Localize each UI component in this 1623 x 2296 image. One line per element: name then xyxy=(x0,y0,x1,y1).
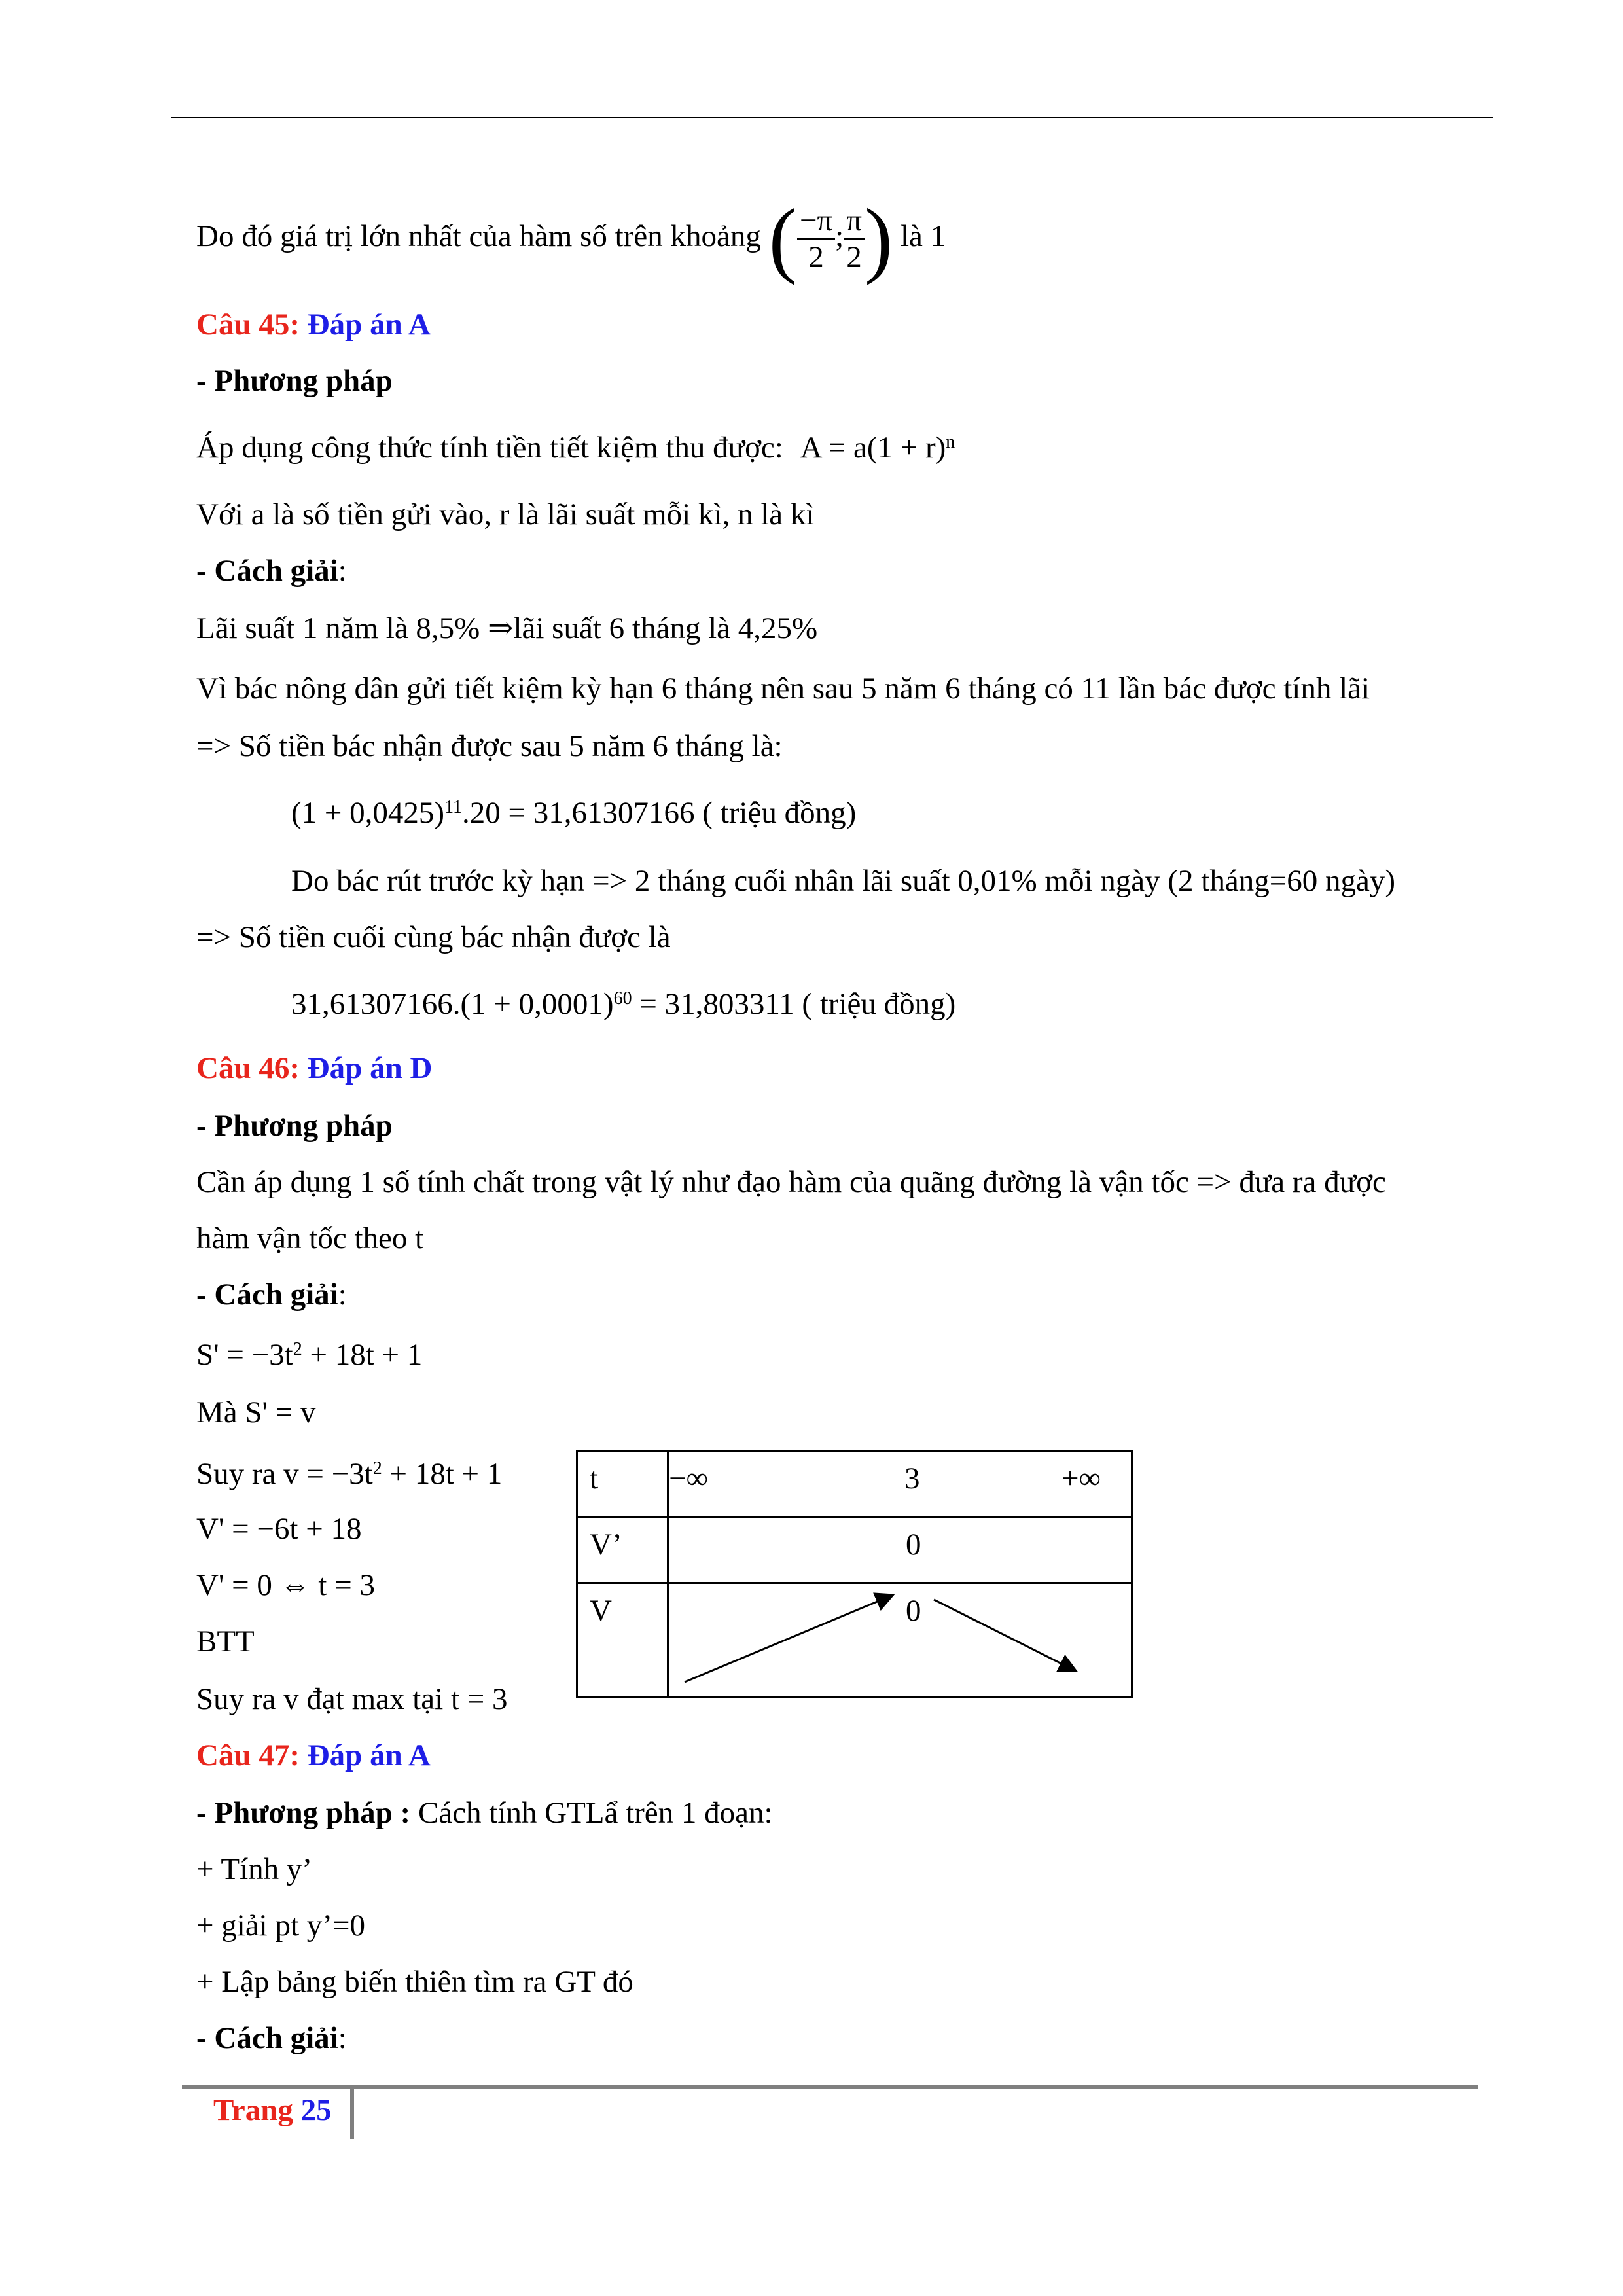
t-critical: 3 xyxy=(904,1462,920,1496)
q46-s7: Suy ra v đạt max tại t = 3 xyxy=(196,1682,508,1716)
paren-close: ) xyxy=(864,192,893,286)
cell-v-values xyxy=(668,1583,1132,1697)
q45-line4: Do bác rút trước kỳ hạn => 2 tháng cuối nhân lãi suất 0,01% mỗi ngày (2 tháng=60 ngày) xyxy=(291,864,1395,898)
row-v xyxy=(577,1583,1132,1697)
footer-label: Trang xyxy=(213,2093,293,2127)
intro-line xyxy=(196,192,946,286)
cell-vp-values xyxy=(668,1517,1132,1583)
vp-zero: 0 xyxy=(906,1528,921,1562)
cell-vp-label: V’ xyxy=(577,1517,668,1583)
q45-solution-heading: - Cách giải: xyxy=(196,554,347,588)
q45-line3: => Số tiền bác nhận được sau 5 năm 6 tháng là: xyxy=(196,729,783,763)
row-t xyxy=(577,1451,1132,1517)
q46-method-line2: hàm vận tốc theo t xyxy=(196,1221,424,1255)
decreasing-arrow xyxy=(934,1600,1075,1670)
paren-open: ( xyxy=(768,192,797,286)
q46-s6: BTT xyxy=(196,1624,255,1659)
q46-method-heading: - Phương pháp xyxy=(196,1109,393,1143)
q46-s3: Suy ra $v = -3t^2 + 18t + 1$ xyxy=(196,1457,503,1491)
variation-arrows xyxy=(669,1584,1131,1698)
q46-label: Câu 46: xyxy=(196,1051,300,1085)
q45-line2: Vì bác nông dân gửi tiết kiệm kỳ hạn 6 tháng nên sau 5 năm 6 tháng có 11 lần bác được tính lãi xyxy=(196,672,1370,706)
q45-line1: Lãi suất 1 năm là 8,5% ⇒lãi suất 6 tháng là 4,25% xyxy=(196,611,818,645)
fraction-right: $\frac{\pi}{2}$ xyxy=(844,203,865,275)
q46-answer: Đáp án D xyxy=(307,1051,433,1085)
page-footer xyxy=(213,2090,332,2130)
q46-s1: $S' = -3t^2 + 18t + 1$ xyxy=(196,1338,423,1372)
q47-step2: + giải pt y’=0 xyxy=(196,1909,365,1943)
q45-heading xyxy=(196,305,431,344)
cell-v-label: V xyxy=(577,1583,668,1697)
q46-s4: V' = −6t + 18 xyxy=(196,1512,362,1546)
row-v-prime xyxy=(577,1517,1132,1583)
q45-calc1: $(1 + 0,0425)^{11}.20 = 31,61307166$ ( triệu đồng) xyxy=(291,796,857,830)
t-minus-inf: −∞ xyxy=(669,1462,709,1496)
increasing-arrow xyxy=(685,1596,891,1682)
q45-formula: A = a(1 + r) xyxy=(800,431,946,465)
q46-solution-heading: - Cách giải: xyxy=(196,1278,347,1312)
q45-label: Câu 45: xyxy=(196,308,300,342)
footer-divider xyxy=(350,2087,354,2139)
variation-table xyxy=(576,1450,1133,1698)
interval-separator: ; xyxy=(835,219,844,253)
q47-label: Câu 47: xyxy=(196,1738,300,1772)
q47-method-line: - Phương pháp : Cách tính GTLẩ trên 1 đoạn: xyxy=(196,1796,773,1830)
q46-s2: Mà S' = v xyxy=(196,1395,316,1429)
intro-suffix: là 1 xyxy=(900,219,946,253)
footer-rule xyxy=(182,2085,1478,2089)
cell-t-values xyxy=(668,1451,1132,1517)
q47-answer: Đáp án A xyxy=(307,1738,431,1772)
page-number: 25 xyxy=(300,2093,332,2127)
intro-text: Do đó giá trị lớn nhất của hàm số trên khoảng xyxy=(196,219,761,253)
v-max-value: 0 xyxy=(906,1594,921,1628)
q46-heading xyxy=(196,1049,432,1088)
q45-method-line: Áp dụng công thức tính tiền tiết kiệm thu được: $A = a(1 + r)^n$ xyxy=(196,431,955,465)
q47-solution-heading: - Cách giải: xyxy=(196,2021,347,2055)
header-rule xyxy=(171,117,1493,118)
fraction-left: $\frac{-\pi}{2}$ xyxy=(797,203,835,275)
q45-method-heading: - Phương pháp xyxy=(196,364,393,398)
cell-t-label: t xyxy=(577,1451,668,1517)
q45-line5: => Số tiền cuối cùng bác nhận được là xyxy=(196,920,671,954)
q46-s5: V' = 0 ⇔ t = 3 xyxy=(196,1568,375,1602)
q46-method-line1: Cần áp dụng 1 số tính chất trong vật lý như đạo hàm của quãng đường là vận tốc => đưa ra được xyxy=(196,1165,1386,1199)
q47-step3: + Lập bảng biến thiên tìm ra GT đó xyxy=(196,1965,633,1999)
q45-vars: Với a là số tiền gửi vào, r là lãi suất mỗi kì, n là kì xyxy=(196,497,815,531)
q47-heading xyxy=(196,1736,431,1775)
q45-calc2: $31,61307166.(1 + 0,0001)^{60} = 31,803311$ ( triệu đồng) xyxy=(291,987,956,1021)
q45-answer: Đáp án A xyxy=(307,308,431,342)
q47-step1: + Tính y’ xyxy=(196,1852,313,1886)
t-plus-inf: +∞ xyxy=(1061,1462,1101,1496)
